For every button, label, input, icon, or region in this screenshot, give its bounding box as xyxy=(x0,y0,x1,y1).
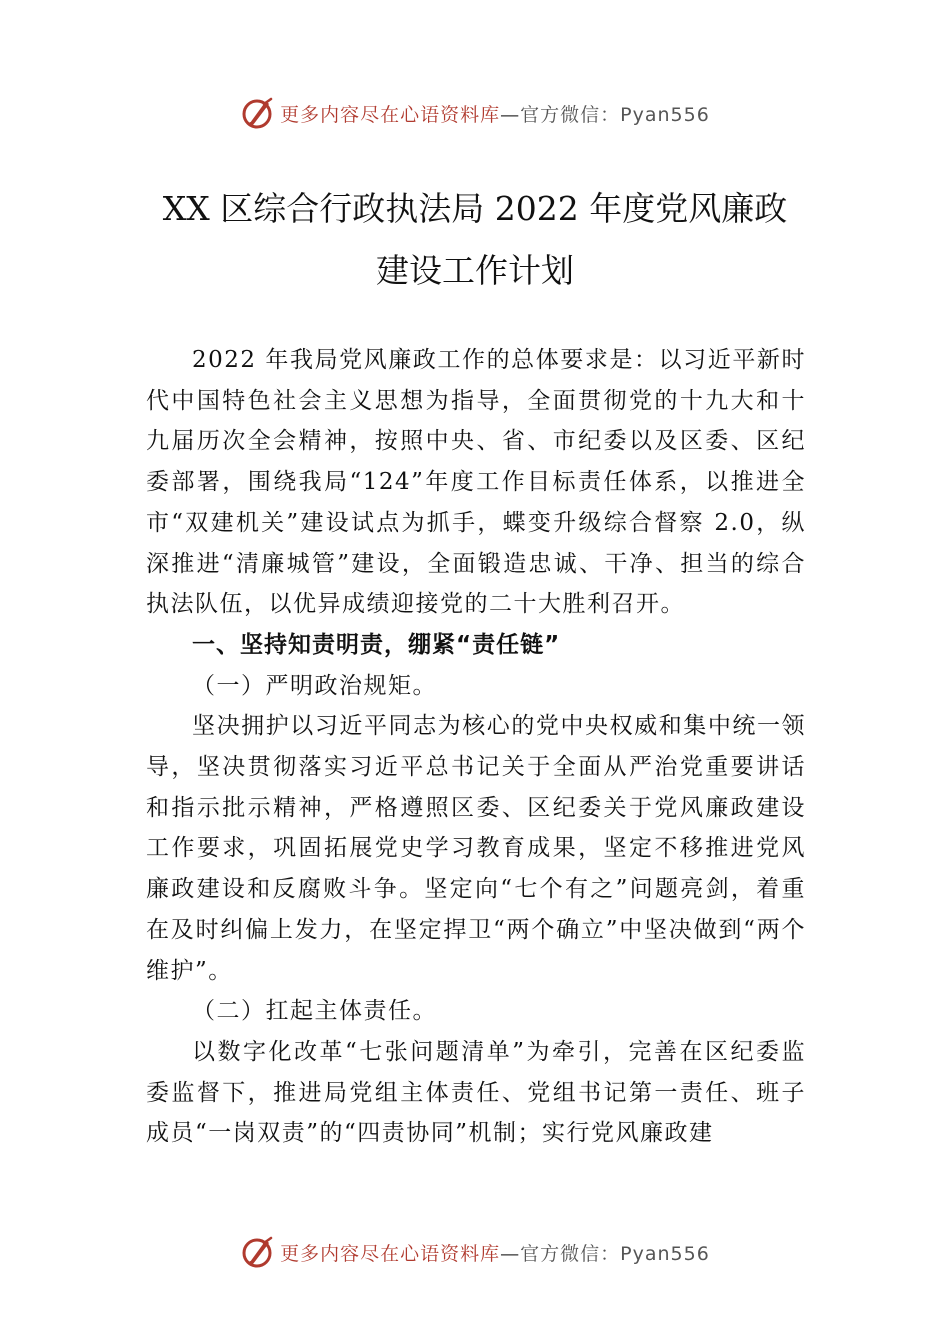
subsection-1-paragraph: 坚决拥护以习近平同志为核心的党中央权威和集中统一领导，坚决贯彻落实习近平总书记关于全面从严治党重要讲话和指示批示精神，严格遵照区委、区纪委关于党风廉政建设工作要求，巩固拓展党史学习教育成果，坚定不移推进党风廉政建设和反腐败斗争。坚定向“七个有之”问题亮剑，着重在及时纠偏上发力，在坚定捍卫“两个确立”中坚决做到“两个维护”。 xyxy=(146,713,806,984)
quill-pen-logo-icon xyxy=(240,95,276,131)
subsection-1-heading: （一）严明政治规矩。 xyxy=(192,672,437,699)
watermark-separator: — xyxy=(500,103,521,126)
document-title-line-2: 建设工作计划 xyxy=(376,251,574,290)
subsection-2-paragraph: 以数字化改革“七张问题清单”为牵引，完善在区纪委监委监督下，推进局党组主体责任、党组书记第一责任、班子成员“一岗双责”的“四责协同”机制；实行党风廉政建 xyxy=(146,1038,806,1147)
watermark-main-text: 更多内容尽在心语资料库 xyxy=(280,1242,501,1265)
subsection-2-heading: （二）扛起主体责任。 xyxy=(192,998,437,1025)
watermark-main-text: 更多内容尽在心语资料库 xyxy=(280,103,501,126)
document-title-line-1: XX 区综合行政执法局 2022 年度党风廉政 xyxy=(162,189,788,228)
document-body xyxy=(146,340,806,1154)
watermark-wechat-text: 官方微信：Pyan556 xyxy=(520,103,710,126)
intro-paragraph: 2022 年我局党风廉政工作的总体要求是：以习近平新时代中国特色社会主义思想为指导，全面贯彻党的十九大和十九届历次全会精神，按照中央、省、市纪委以及区委、区纪委部署，围绕我局“124”年度工作目标责任体系，以推进全市“双建机关”建设试点为抓手，蝶变升级综合督察 2.0，纵深推进“清廉城管”建设，全面锻造忠诚、干净、担当的综合执法队伍，以优异成绩迎接党的二十大胜利召开。 xyxy=(146,347,806,618)
watermark-wechat-text: 官方微信：Pyan556 xyxy=(520,1242,710,1265)
section-1-heading: 一、坚持知责明责，绷紧“责任链” xyxy=(192,631,561,658)
watermark-banner-top xyxy=(0,93,950,133)
watermark-separator: — xyxy=(500,1242,521,1265)
quill-pen-logo-icon xyxy=(240,1234,276,1270)
watermark-banner-bottom xyxy=(0,1232,950,1272)
